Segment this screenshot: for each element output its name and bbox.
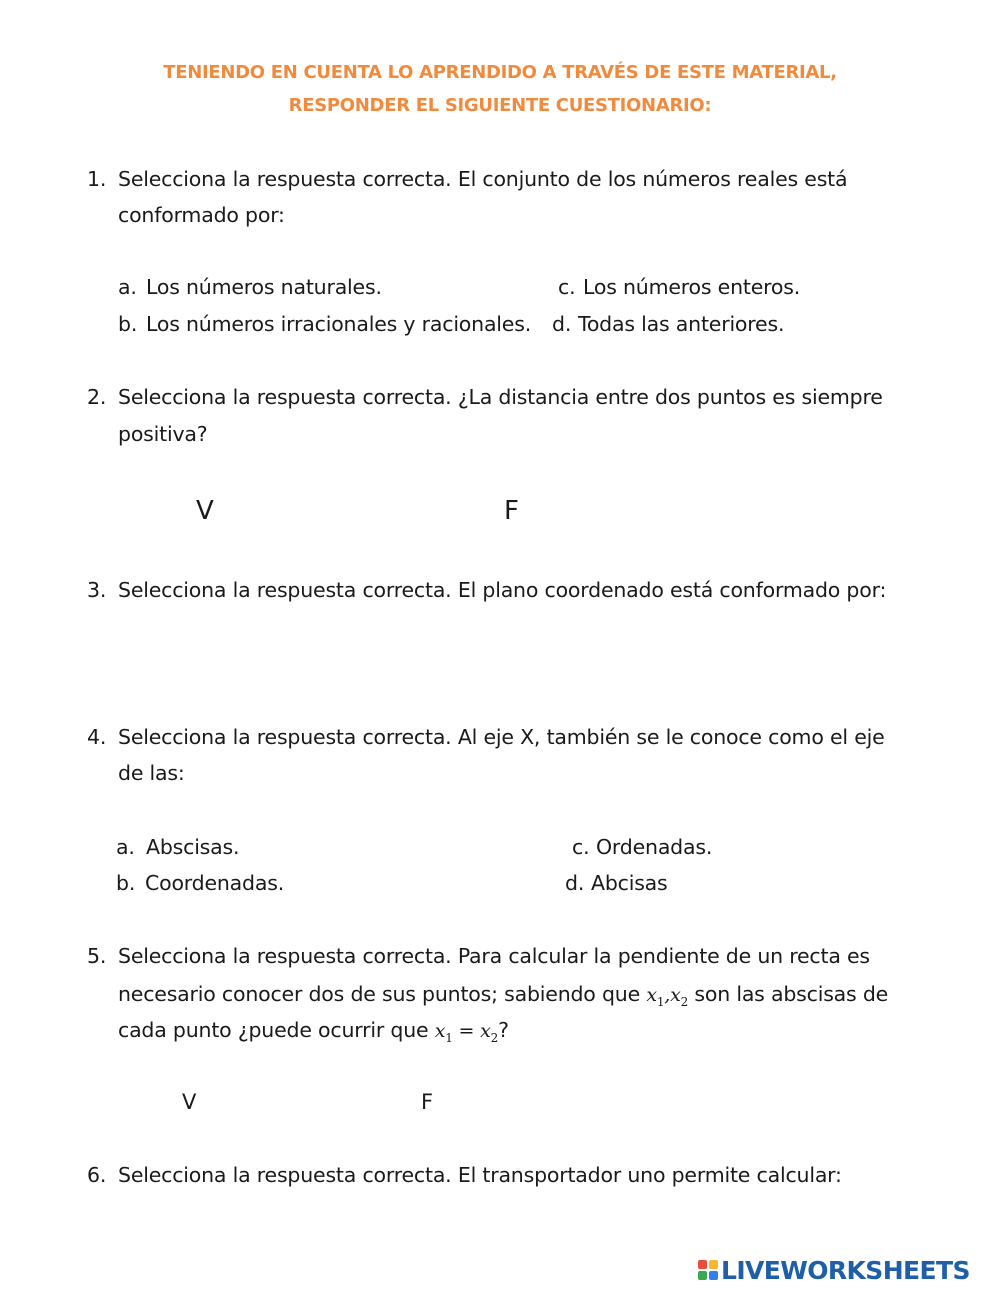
q5-abscissas-formula — [646, 984, 689, 1009]
q4-option-a[interactable]: Abscisas. — [146, 835, 240, 859]
q5-question-mark: ? — [498, 1018, 509, 1042]
logo-square — [709, 1260, 718, 1269]
q5-text-line-1: Selecciona la respuesta correcta. Para calcular la pendiente de un recta es — [118, 944, 870, 968]
q4-option-c-letter: c. — [572, 835, 590, 859]
q5-text-line-2-start: necesario conocer dos de sus puntos; sabiendo que — [118, 982, 640, 1006]
q5-text-line-2 — [118, 981, 888, 1015]
math-x: x — [480, 1020, 491, 1042]
q5-text-line-2-end: son las abscisas de — [694, 982, 889, 1006]
q2-text-line-1: Selecciona la respuesta correcta. ¿La distancia entre dos puntos es siempre — [118, 385, 883, 409]
q4-number: 4. — [87, 725, 107, 749]
q2-text-line-2: positiva? — [118, 422, 208, 446]
logo-square — [698, 1260, 707, 1269]
liveworksheets-logo-icon — [698, 1260, 718, 1280]
q1-option-d[interactable]: Todas las anteriores. — [578, 312, 785, 336]
q4-option-b-letter: b. — [116, 871, 136, 895]
math-sub-1: 1 — [656, 994, 665, 1009]
q5-text-line-3-start: cada punto ¿puede ocurrir que — [118, 1018, 429, 1042]
logo-text: LIVEWORKSHEETS — [721, 1255, 970, 1285]
q4-option-d-letter: d. — [565, 871, 585, 895]
q5-text-line-3 — [118, 1017, 509, 1051]
q4-text-line-1: Selecciona la respuesta correcta. Al eje X, también se le conoce como el eje — [118, 725, 885, 749]
math-comma: , — [664, 984, 671, 1006]
math-sub-2: 2 — [490, 1030, 499, 1045]
q6-number: 6. — [87, 1163, 107, 1187]
math-x: x — [434, 1020, 446, 1042]
q1-option-a-letter: a. — [118, 275, 137, 299]
logo-square — [698, 1271, 707, 1280]
q1-option-c-letter: c. — [558, 275, 576, 299]
q1-option-a[interactable]: Los números naturales. — [146, 275, 382, 299]
q5-equality-formula — [434, 1020, 499, 1045]
q4-option-b[interactable]: Coordenadas. — [145, 871, 285, 895]
math-sub-2: 2 — [680, 994, 689, 1009]
q3-number: 3. — [87, 578, 107, 602]
q2-number: 2. — [87, 385, 107, 409]
title-line-2: RESPONDER EL SIGUIENTE CUESTIONARIO: — [288, 95, 712, 116]
title-line-1: TENIENDO EN CUENTA LO APRENDIDO A TRAVÉS DE ESTE MATERIAL, — [163, 62, 837, 83]
math-x: x — [646, 984, 657, 1006]
math-x: x — [670, 984, 681, 1006]
q1-number: 1. — [87, 167, 107, 191]
q2-false-option[interactable]: F — [504, 496, 519, 526]
q6-text-line-1: Selecciona la respuesta correcta. El transportador uno permite calcular: — [118, 1163, 842, 1187]
q5-false-option[interactable]: F — [421, 1090, 434, 1114]
q5-number: 5. — [87, 944, 107, 968]
q2-true-option[interactable]: V — [196, 496, 214, 526]
q1-option-b[interactable]: Los números irracionales y racionales. — [146, 312, 532, 336]
q3-text-line-1: Selecciona la respuesta correcta. El plano coordenado está conformado por: — [118, 578, 887, 602]
liveworksheets-logo[interactable] — [698, 1253, 970, 1287]
q5-true-option[interactable]: V — [182, 1090, 197, 1114]
q1-option-d-letter: d. — [552, 312, 572, 336]
q4-text-line-2: de las: — [118, 761, 185, 785]
q4-option-d[interactable]: Abcisas — [591, 871, 668, 895]
logo-square — [709, 1271, 718, 1280]
q1-text-line-1: Selecciona la respuesta correcta. El conjunto de los números reales está — [118, 167, 848, 191]
q1-option-c[interactable]: Los números enteros. — [583, 275, 801, 299]
math-sub-1: 1 — [445, 1030, 453, 1045]
q1-option-b-letter: b. — [118, 312, 138, 336]
q1-text-line-2: conformado por: — [118, 203, 285, 227]
q4-option-c[interactable]: Ordenadas. — [596, 835, 713, 859]
q4-option-a-letter: a. — [116, 835, 135, 859]
math-equals: = — [452, 1020, 481, 1042]
